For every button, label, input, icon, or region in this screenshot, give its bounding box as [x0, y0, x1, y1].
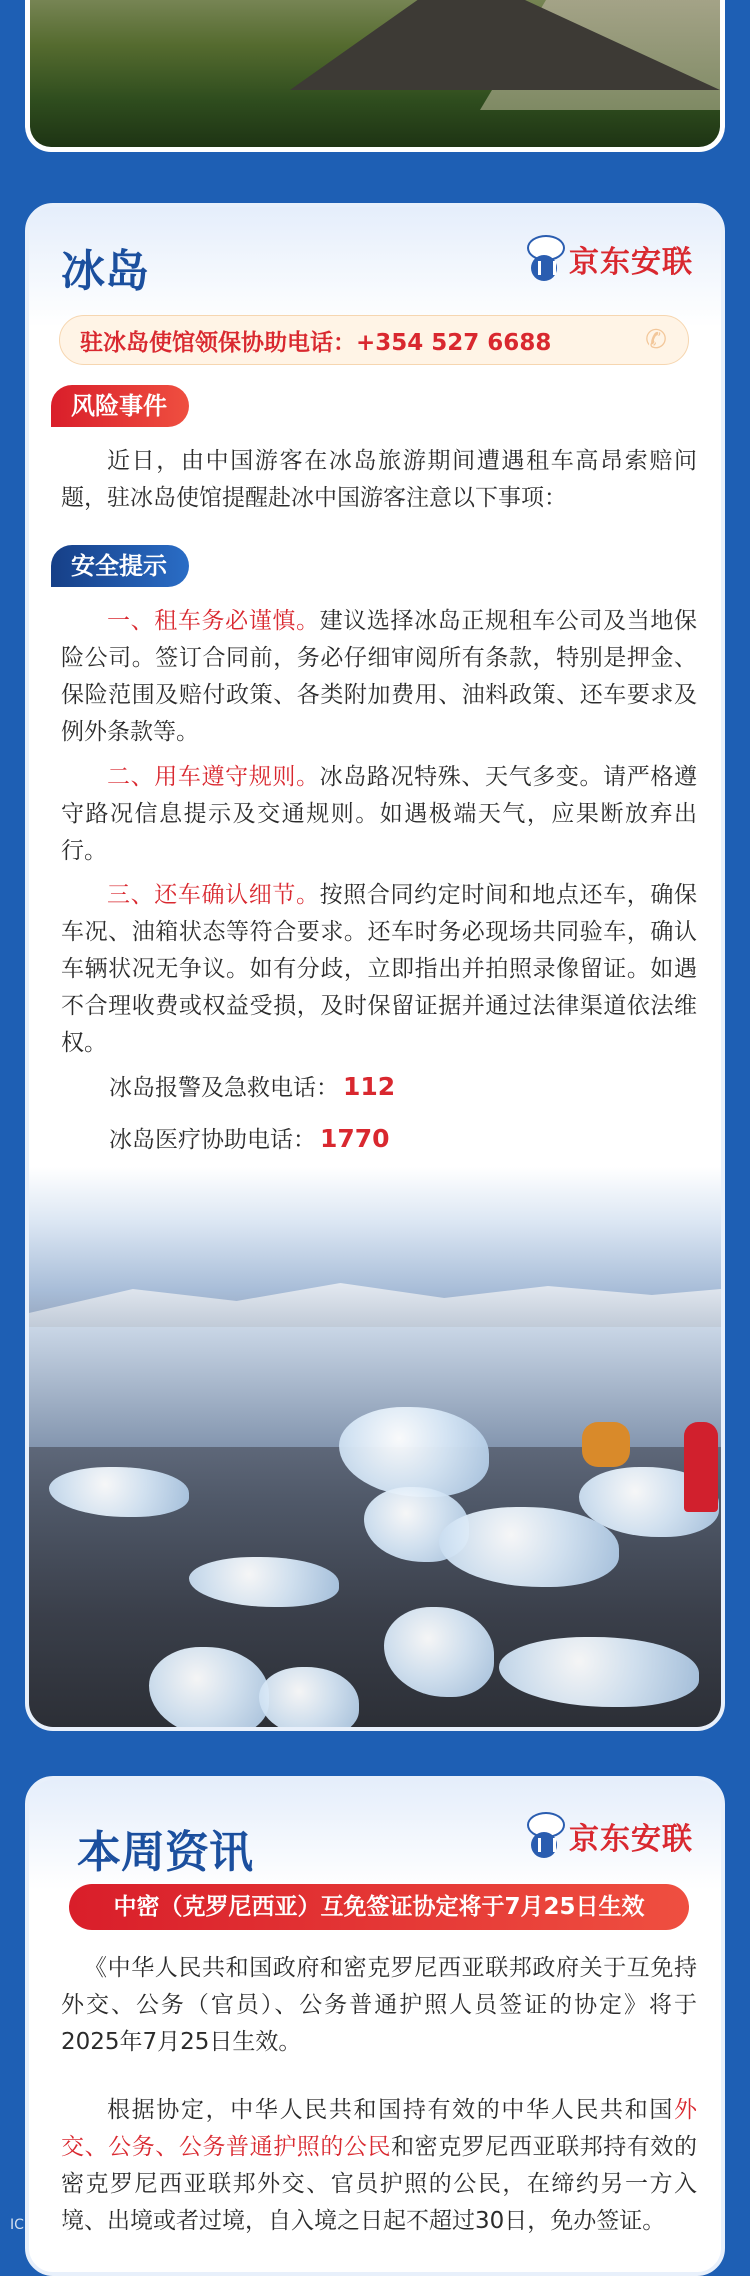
mountain-photo: [25, 0, 725, 152]
intro-paragraph: 近日，由中国游客在冰岛旅游期间遭遇租车高昂索赔问题，驻冰岛使馆提醒赴冰中国游客注意以下事项：: [61, 448, 697, 511]
watermark: IC 乐游网: [10, 2217, 71, 2233]
embassy-hotline[interactable]: [59, 315, 689, 365]
ice-chunk: [384, 1607, 494, 1697]
ice-chunk: [339, 1407, 489, 1497]
tip-text-3: 按照合同约定时间和地点还车，确保车况、油箱状态等符合要求。还车时务必现场共同验车，确认车辆状况无争议。如有分歧，立即指出并拍照录像留证。如遇不合理收费或权益受损，及时保留证据并通过法律渠道依法维权。: [61, 882, 697, 1056]
tip-heading-2: 二、用车遵守规则。: [107, 764, 320, 790]
iceland-title: 冰岛: [61, 246, 149, 297]
glacier-lagoon-photo: [29, 1167, 721, 1727]
medical-number[interactable]: 1770: [320, 1124, 390, 1153]
emergency-contact: [109, 1069, 395, 1102]
volcano-shape: [290, 0, 720, 90]
phone-icon: ✆: [645, 325, 667, 355]
news-p2-after: 和密克罗尼西亚联邦持有效的密克罗尼西亚联邦外交、官员护照的公民，在缔约另一方入境、出境或者过境，自入境之日起不超过30日，免办签证。: [61, 2134, 698, 2234]
tourist-red-jacket: [684, 1422, 718, 1512]
risk-event-tag: 风险事件: [51, 385, 189, 427]
ice-chunk: [259, 1667, 359, 1727]
mascot-icon: [523, 235, 563, 283]
ice-chunk: [49, 1467, 189, 1517]
tourist-orange-jacket: [582, 1422, 630, 1467]
medical-contact: [109, 1121, 390, 1154]
hotline-text: 驻冰岛使馆领保协助电话：+354 527 6688: [80, 329, 552, 356]
jd-allianz-logo: [523, 1812, 693, 1860]
news-paragraph-1: 《中华人民共和国政府和密克罗尼西亚联邦政府关于互免持外交、公务（官员）、公务普通护照人员签证的协定》将于2025年7月25日生效。: [61, 1955, 697, 2055]
jd-allianz-logo: [523, 235, 693, 283]
tip-text-2: 冰岛路况特殊、天气多变。请严格遵守路况信息提示及交通规则。如遇极端天气，应果断放弃出行。: [61, 764, 697, 864]
tip-heading-3: 三、还车确认细节。: [107, 882, 320, 908]
tip-text-1: 建议选择冰岛正规租车公司及当地保险公司。签订合同前，务必仔细审阅所有条款，特别是押金、保险范围及赔付政策、各类附加费用、油料政策、还车要求及例外条款等。: [61, 608, 697, 745]
ice-chunk: [189, 1557, 339, 1607]
iceland-card: [25, 203, 725, 1731]
logo-text: 京东安联: [569, 245, 693, 280]
safety-tips-tag: 安全提示: [51, 545, 189, 587]
news-p2-highlight: 外交、公务、公务普通护照的公民: [61, 2097, 697, 2160]
mascot-icon: [523, 1812, 563, 1860]
news-p2-before: 根据协定，中华人民共和国持有效的中华人民共和国: [107, 2097, 674, 2123]
tip-paragraph-3: [61, 877, 697, 1062]
tip-paragraph-1: [61, 603, 697, 751]
emergency-number[interactable]: 112: [343, 1072, 396, 1101]
news-title: 本周资讯: [77, 1827, 253, 1878]
news-card: [25, 1776, 725, 2276]
news-paragraph-2: [61, 2092, 697, 2240]
tip-paragraph-2: [61, 759, 697, 870]
news-headline-banner: 中密（克罗尼西亚）互免签证协定将于7月25日生效: [69, 1884, 689, 1930]
logo-text: 京东安联: [569, 1822, 693, 1857]
ice-chunk: [499, 1637, 699, 1707]
emergency-label: 冰岛报警及急救电话：: [109, 1075, 339, 1101]
tip-heading-1: 一、租车务必谨慎。: [107, 608, 320, 634]
ice-chunk: [149, 1647, 269, 1727]
medical-label: 冰岛医疗协助电话：: [109, 1127, 316, 1153]
ice-chunk: [439, 1507, 619, 1587]
